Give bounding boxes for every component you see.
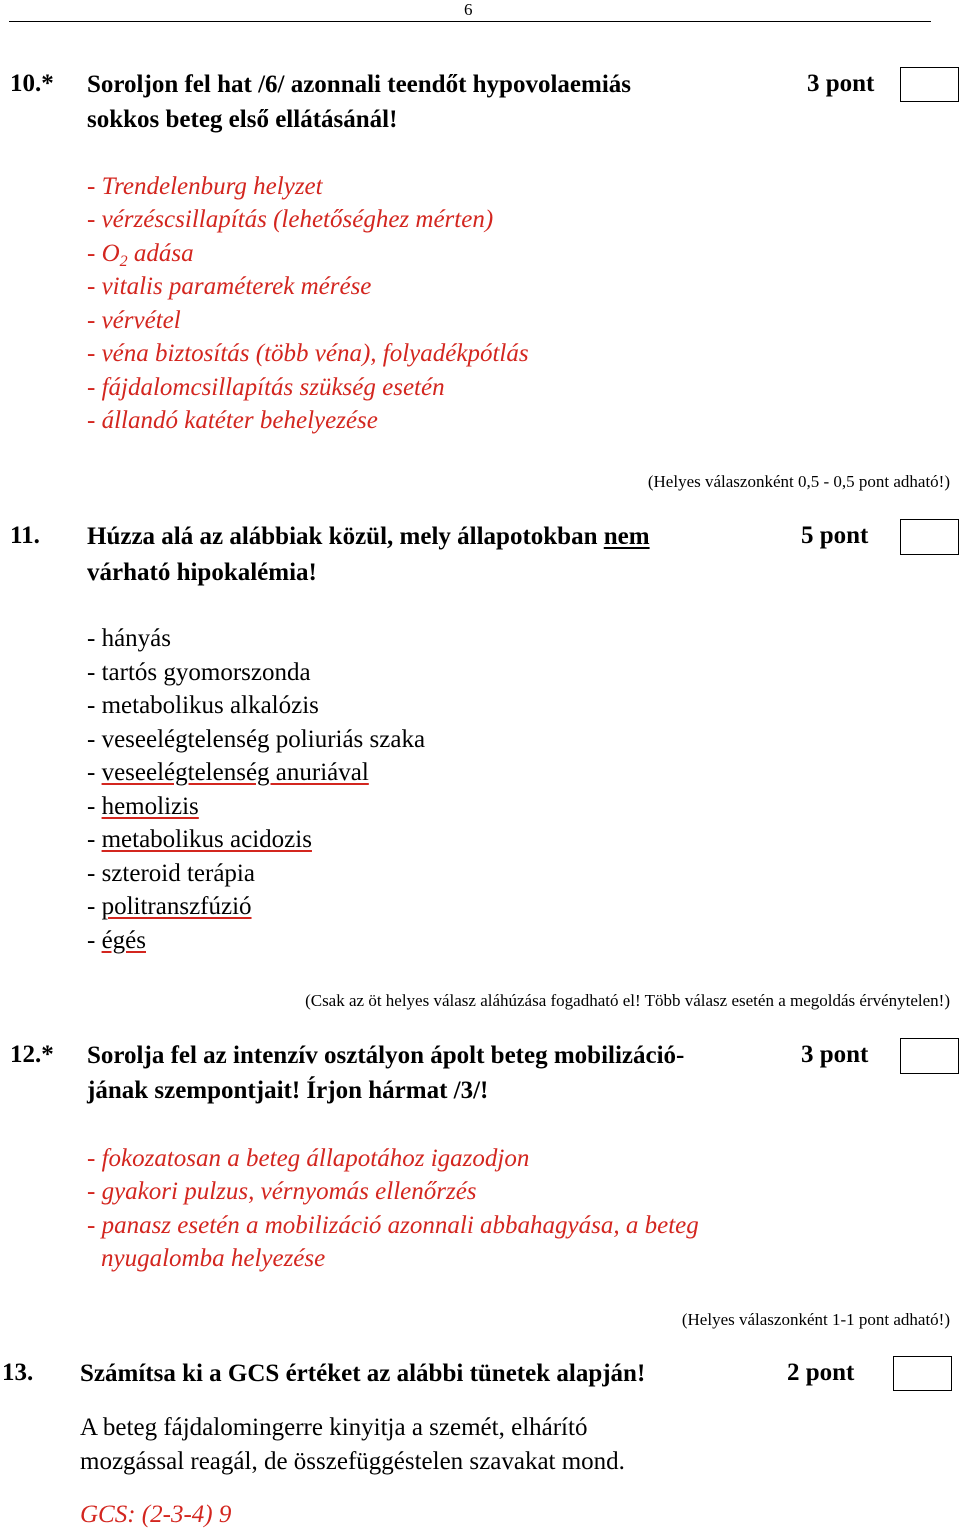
q12-answer-3-cont: nyugalomba helyezése <box>101 1245 326 1272</box>
q12-number: 12.* <box>10 1041 54 1068</box>
q12-answer-2: - gyakori pulzus, vérnyomás ellenőrzés <box>87 1178 477 1205</box>
q11-option-text: veseelégtelenség poliuriás szaka <box>101 725 426 753</box>
q11-text-line1: Húzza alá az alábbiak közül, mely állapotokban nem <box>87 523 650 550</box>
q12-text-line1: Sorolja fel az intenzív osztályon ápolt beteg mobilizáció- <box>87 1042 685 1069</box>
q10-answer-1: - Trendelenburg helyzet <box>87 173 323 200</box>
q13-points: 2 pont <box>787 1359 855 1386</box>
q11-option-text: hemolizis <box>101 792 199 820</box>
q11-option-text: hányás <box>101 625 171 652</box>
q11-option-text: tartós gyomorszonda <box>101 658 311 686</box>
q12-score-box[interactable] <box>900 1038 959 1074</box>
q11-option-dash: - <box>87 926 102 954</box>
q12-answer-3: - panasz esetén a mobilizáció azonnali abbahagyása, a beteg <box>87 1212 699 1239</box>
q12-scoring-note: (Helyes válaszonként 1-1 pont adható!) <box>681 1310 950 1329</box>
q10-score-box[interactable] <box>900 67 959 102</box>
q10-text-line2: sokkos beteg első ellátásánál! <box>87 106 398 133</box>
q11-option-text: politranszfúzió <box>101 893 252 920</box>
q11-option[interactable] <box>87 857 255 891</box>
header-rule <box>9 21 931 22</box>
q11-option-dash: - <box>87 826 102 853</box>
q10-answer-3: - $O_2$ adása <box>87 240 194 270</box>
q11-option-dash: - <box>87 792 102 820</box>
q10-answer-5: - vérvétel <box>87 307 181 334</box>
q11-option-dash: - <box>87 625 102 652</box>
q10-answer-2: - vérzéscsillapítás (lehetőséghez mérten) <box>87 206 494 233</box>
q13-answer: GCS: (2-3-4) 9 <box>80 1501 232 1528</box>
q12-answer-1: - fokozatosan a beteg állapotához igazodjon <box>87 1145 530 1172</box>
q11-scoring-note: (Csak az öt helyes válasz aláhúzása fogadható el! Több válasz esetén a megoldás érvénytelen!) <box>305 991 950 1010</box>
q11-option[interactable] <box>87 823 312 857</box>
q13-number: 13. <box>2 1359 34 1386</box>
q12-text-line2: jának szempontjait! Írjon hármat /3/! <box>87 1077 489 1104</box>
q10-text-line1: Soroljon fel hat /6/ azonnali teendőt hypovolaemiás <box>87 71 632 98</box>
q11-option[interactable] <box>87 756 369 790</box>
q13-body-line1: A beteg fájdalomingerre kinyitja a szemét, elhárító <box>80 1414 588 1441</box>
q11-text-line2: várható hipokalémia! <box>87 559 317 586</box>
q12-points: 3 pont <box>801 1041 869 1068</box>
q10-answer-6: - véna biztosítás (több véna), folyadékpótlás <box>87 340 529 367</box>
q11-option-dash: - <box>87 893 102 920</box>
q10-points: 3 pont <box>807 70 875 97</box>
q13-text-line1: Számítsa ki a GCS értéket az alábbi tünetek alapján! <box>80 1360 646 1387</box>
q11-option[interactable] <box>87 790 199 824</box>
q11-option[interactable] <box>87 890 252 924</box>
q11-emphasis-nem: nem <box>603 523 650 550</box>
q11-option-text: égés <box>101 926 146 954</box>
q13-body-line2: mozgással reagál, de összefüggéstelen szavakat mond. <box>80 1448 625 1475</box>
q11-option-text: metabolikus acidozis <box>101 826 312 853</box>
q11-option-text: veseelégtelenség anuriával <box>101 759 369 786</box>
q11-option-dash: - <box>87 859 102 887</box>
q11-option-dash: - <box>87 692 102 719</box>
q11-option[interactable] <box>87 656 311 690</box>
q10-scoring-note: (Helyes válaszonként 0,5 - 0,5 pont adható!) <box>647 472 950 491</box>
q11-option[interactable] <box>87 622 171 656</box>
page-number: 6 <box>464 0 473 19</box>
q11-option-dash: - <box>87 725 102 753</box>
q11-option[interactable] <box>87 924 146 958</box>
q11-number: 11. <box>10 522 40 549</box>
q10-number: 10.* <box>10 70 54 97</box>
q10-answer-7: - fájdalomcsillapítás szükség esetén <box>87 374 445 401</box>
q11-option-dash: - <box>87 759 102 786</box>
q13-score-box[interactable] <box>893 1356 952 1391</box>
q11-option-dash: - <box>87 658 102 686</box>
q11-option[interactable] <box>87 723 425 757</box>
q11-points: 5 pont <box>801 522 869 549</box>
q11-option[interactable] <box>87 689 319 723</box>
q11-option-text: metabolikus alkalózis <box>101 692 319 719</box>
q10-answer-4: - vitalis paraméterek mérése <box>87 273 372 300</box>
q11-score-box[interactable] <box>900 519 959 555</box>
q11-option-text: szteroid terápia <box>101 859 255 887</box>
q10-answer-8: - állandó katéter behelyezése <box>87 407 378 434</box>
